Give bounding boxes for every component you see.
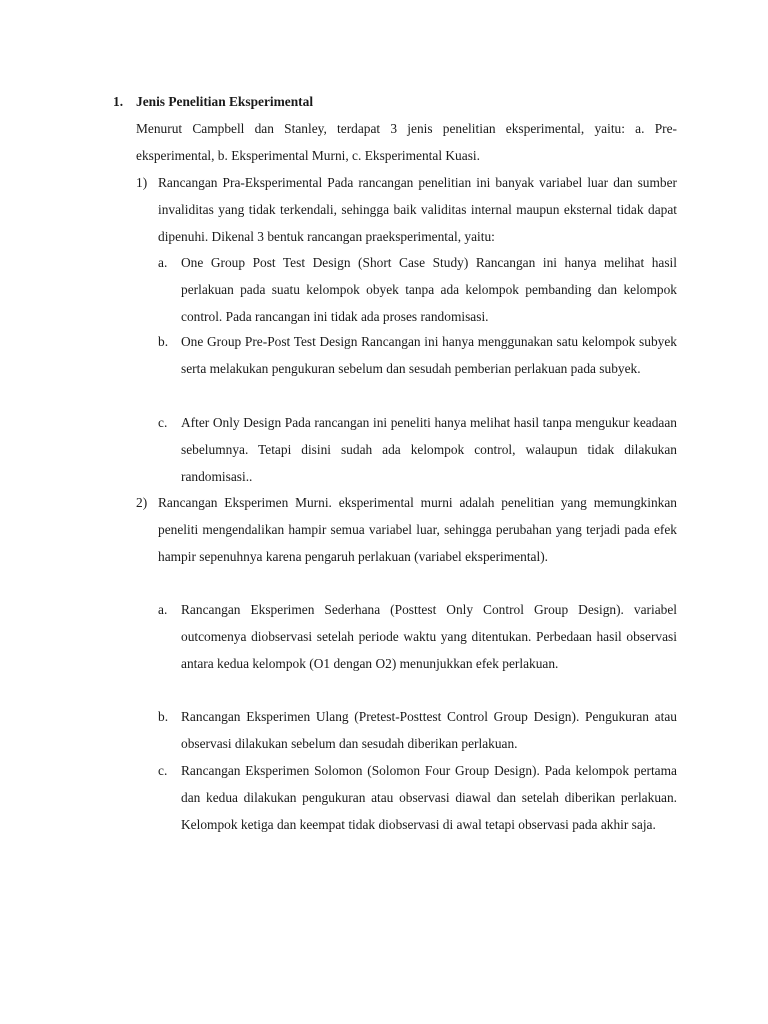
item-2a-paragraph: Rancangan Eksperimen Sederhana (Posttest Only Control Group Design). variabel outcomenya diobservasi setelah periode waktu yang ditentukan. Perbedaan hasil observasi antara kedua kelompok (O1 dengan O2) menunjukkan efek perlakuan. [181,602,677,671]
section-number: 1. [113,94,124,109]
item-2b-marker: b. [158,709,169,724]
intro-paragraph: Menurut Campbell dan Stanley, terdapat 3 jenis penelitian eksperimental, yaitu: a. Pre-eksperimental, b. Eksperimental Murni, c. Eksperimental Kuasi. [136,121,677,163]
item-1a-paragraph: One Group Post Test Design (Short Case Study) Rancangan ini hanya melihat hasil perlakuan pada suatu kelompok obyek tanpa ada kelompok pembanding dan kelompok control. Pada rancangan ini tidak ada proses randomisasi. [181,255,677,324]
item-1a-marker: a. [158,255,168,270]
item-2-marker: 2) [136,495,148,510]
item-1-paragraph: Rancangan Pra-Eksperimental Pada rancangan penelitian ini banyak variabel luar dan sumber invaliditas yang tidak terkendali, sehingga baik validitas internal maupun eksternal tidak dapat dipenuhi. Dikenal 3 bentuk rancangan praeksperimental, yaitu: [158,175,677,244]
item-1c-marker: c. [158,415,168,430]
item-2c-paragraph: Rancangan Eksperimen Solomon (Solomon Four Group Design). Pada kelompok pertama dan kedua dilakukan pengukuran atau observasi diawal dan setelah diberikan perlakuan. Kelompok ketiga dan keempat tidak diobservasi di awal tetapi observasi pada akhir saja. [181,763,677,832]
section-title: Jenis Penelitian Eksperimental [136,94,314,109]
item-1c-paragraph: After Only Design Pada rancangan ini peneliti hanya melihat hasil tanpa mengukur keadaan sebelumnya. Tetapi disini sudah ada kelompok control, walaupun tidak dilakukan randomisasi.. [181,415,677,484]
item-2b-paragraph: Rancangan Eksperimen Ulang (Pretest-Posttest Control Group Design). Pengukuran atau observasi dilakukan sebelum dan sesudah diberikan perlakuan. [181,709,677,751]
item-1b-paragraph: One Group Pre-Post Test Design Rancangan ini hanya menggunakan satu kelompok subyek serta melakukan pengukuran sebelum dan sesudah pemberian perlakuan pada subyek. [181,334,677,376]
item-1b-marker: b. [158,334,169,349]
item-1-marker: 1) [136,175,148,190]
item-2c-marker: c. [158,763,168,778]
item-2a-marker: a. [158,602,168,617]
item-2-paragraph: Rancangan Eksperimen Murni. eksperimental murni adalah penelitian yang memungkinkan peneliti mengendalikan hampir semua variabel luar, sehingga perubahan yang terjadi pada efek hampir sepenuhnya karena pengaruh perlakuan (variabel eksperimental). [158,495,677,564]
section-heading [113,89,313,116]
